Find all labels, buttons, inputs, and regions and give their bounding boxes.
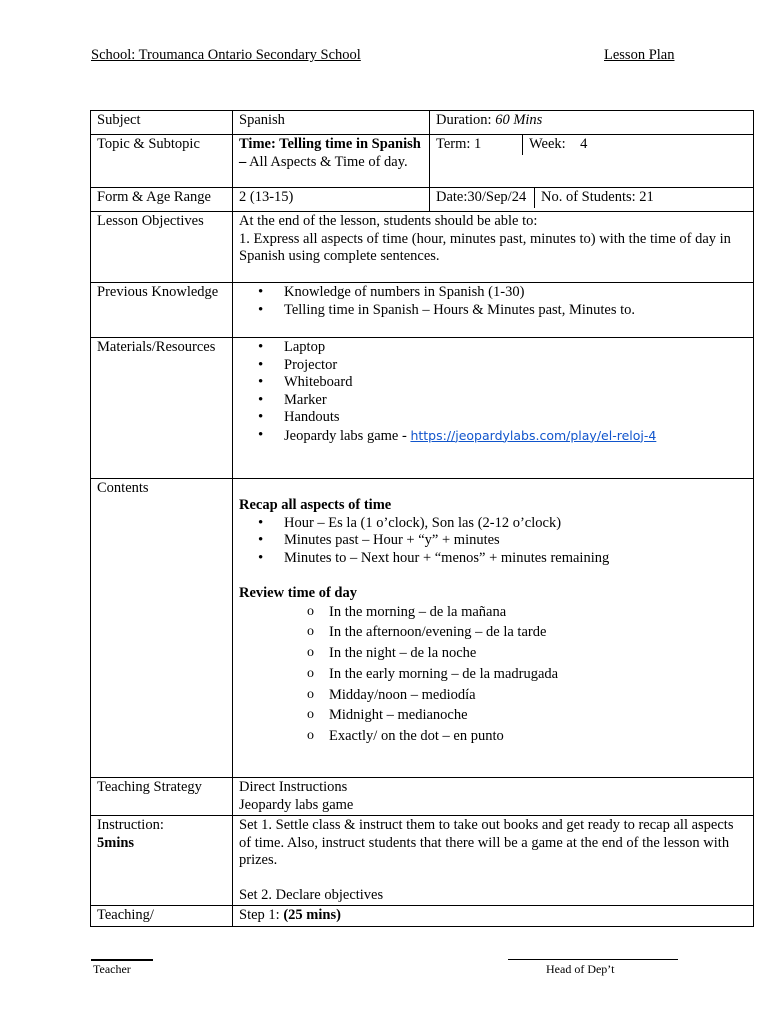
row-teaching (91, 906, 754, 927)
row-previous-knowledge (91, 283, 754, 338)
teaching-value (233, 906, 754, 927)
head-signature-line (508, 959, 678, 960)
school-name: School: Troumanca Ontario Secondary School (91, 47, 361, 63)
instruction-set-1: Set 1. Settle class & instruct them to take out books and get ready to recap all aspects of time. Also, instruct students that there will be a game at the end of the lesson with prizes. (239, 817, 734, 868)
previous-label: Previous Knowledge (91, 283, 233, 338)
list-item: • Whiteboard (284, 374, 747, 392)
row-instruction (91, 816, 754, 906)
week-value: Week: 4 (523, 135, 754, 155)
step-label: Step 1: (239, 907, 284, 923)
row-teaching-strategy (91, 778, 754, 816)
list-item: • Hour – Es la (1 o’clock), Son las (2-12 o’clock) (284, 515, 747, 533)
topic-label: Topic & Subtopic (91, 135, 233, 188)
list-item: • Projector (284, 357, 747, 375)
objectives-intro: At the end of the lesson, students should be able to: (239, 213, 538, 229)
list-item: • Minutes past – Hour + “y” + minutes (284, 532, 747, 550)
instruction-duration: 5mins (97, 834, 135, 851)
recap-heading: Recap all aspects of time (239, 497, 392, 513)
previous-value (233, 283, 754, 338)
list-item: o In the early morning – de la madrugada (329, 664, 747, 685)
duration-label: Duration: (436, 112, 496, 128)
strategy-label: Teaching Strategy (91, 778, 233, 816)
subject-label: Subject (91, 111, 233, 135)
list-item (284, 427, 747, 446)
materials-label: Materials/Resources (91, 338, 233, 479)
contents-value (233, 479, 754, 778)
document-type: Lesson Plan (604, 47, 675, 63)
step-duration: (25 mins) (283, 907, 341, 923)
head-signature-label: Head of Dep’t (546, 962, 615, 976)
strategy-line: Jeopardy labs game (239, 796, 354, 813)
teacher-signature-label: Teacher (93, 962, 131, 976)
list-item: o In the afternoon/evening – de la tarde (329, 622, 747, 643)
list-item: • Handouts (284, 409, 747, 427)
strategy-line: Direct Instructions (239, 779, 348, 795)
list-item: • Laptop (284, 339, 747, 357)
objectives-item: 1. Express all aspects of time (hour, minutes past, minutes to) with the time of day in Spanish using complete sentences. (239, 230, 731, 264)
jeopardy-game-link[interactable]: https://jeopardylabs.com/play/el-reloj-4 (410, 427, 657, 443)
instruction-set-2: Set 2. Declare objectives (239, 886, 384, 903)
duration-cell (430, 111, 754, 135)
topic-title: Time: Telling time in Spanish – (239, 136, 421, 170)
list-item: • Knowledge of numbers in Spanish (1-30) (284, 284, 747, 302)
term-week-cell (430, 135, 754, 188)
row-objectives (91, 212, 754, 283)
list-item: o Midday/noon – mediodía (329, 685, 747, 706)
instruction-label: Instruction: (97, 817, 164, 833)
list-item: o In the night – de la noche (329, 643, 747, 664)
strategy-value (233, 778, 754, 816)
list-item: • Telling time in Spanish – Hours & Minutes past, Minutes to. (284, 302, 747, 320)
duration-value: 60 Mins (495, 112, 543, 128)
topic-value (233, 135, 430, 188)
list-item: o In the morning – de la mañana (329, 602, 747, 623)
review-heading: Review time of day (239, 585, 357, 601)
row-subject (91, 111, 754, 135)
contents-label: Contents (91, 479, 233, 778)
term-value: Term: 1 (436, 136, 482, 152)
date-value: Date:30/Sep/24 (436, 189, 527, 205)
list-item: • Marker (284, 392, 747, 410)
row-contents (91, 479, 754, 778)
list-item: o Exactly/ on the dot – en punto (329, 726, 747, 747)
row-materials (91, 338, 754, 479)
teaching-label: Teaching/ (91, 906, 233, 927)
row-topic (91, 135, 754, 188)
subject-value: Spanish (233, 111, 430, 135)
lesson-plan-table (90, 110, 754, 927)
form-label: Form & Age Range (91, 188, 233, 212)
list-item: • Minutes to – Next hour + “menos” + minutes remaining (284, 550, 747, 568)
instruction-value (233, 816, 754, 906)
objectives-label: Lesson Objectives (91, 212, 233, 283)
row-form (91, 188, 754, 212)
instruction-label-cell (91, 816, 233, 906)
form-value: 2 (13-15) (233, 188, 430, 212)
objectives-value (233, 212, 754, 283)
date-students-cell (430, 188, 754, 212)
topic-subtitle: All Aspects & Time of day. (246, 153, 408, 170)
jeopardy-item-label: Jeopardy labs game - (284, 427, 411, 444)
materials-value (233, 338, 754, 479)
students-value: No. of Students: 21 (535, 188, 754, 208)
list-item: o Midnight – medianoche (329, 705, 747, 726)
teacher-signature-line (91, 959, 153, 961)
